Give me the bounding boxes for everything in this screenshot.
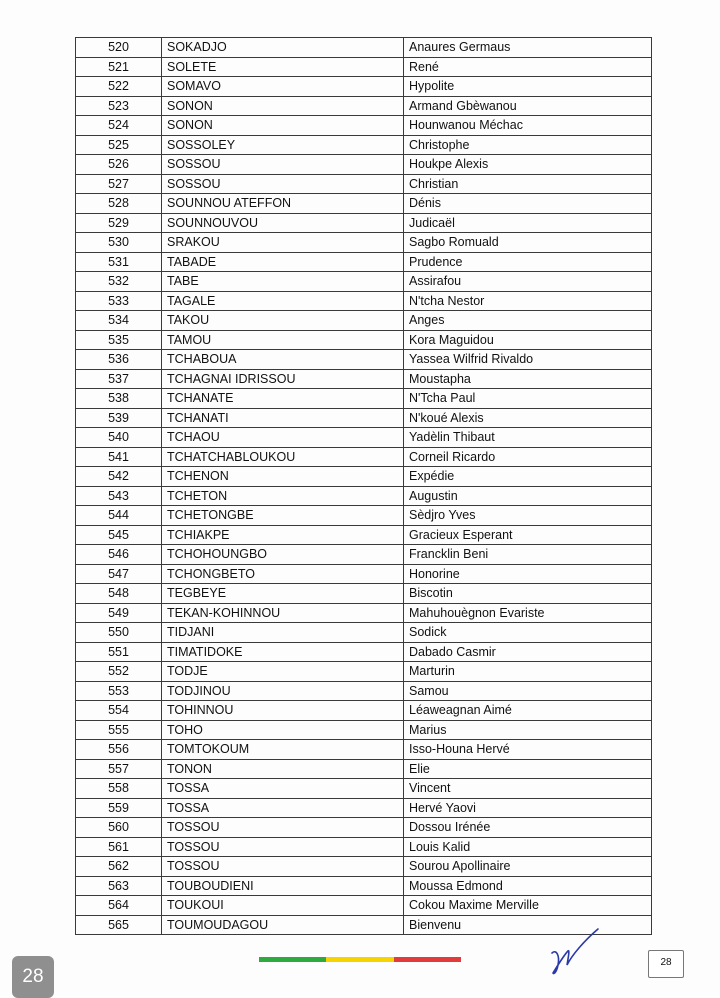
row-number-cell: 545 [76,525,162,545]
national-flag-stripe [259,957,461,962]
first-name-cell: Sagbo Romuald [404,233,652,253]
row-number-cell: 556 [76,740,162,760]
last-name-cell: TOSSOU [162,837,404,857]
last-name-cell: TOUBOUDIENI [162,876,404,896]
last-name-cell: TCHETONGBE [162,506,404,526]
last-name-cell: TOUMOUDAGOU [162,915,404,935]
first-name-cell: Assirafou [404,272,652,292]
table-row [76,642,652,662]
first-name-cell: Vincent [404,779,652,799]
row-number-cell: 541 [76,447,162,467]
first-name-cell: Expédie [404,467,652,487]
first-name-cell: Mahuhouègnon Evariste [404,603,652,623]
row-number-cell: 539 [76,408,162,428]
row-number-cell: 543 [76,486,162,506]
row-number-cell: 525 [76,135,162,155]
table-row [76,291,652,311]
last-name-cell: SONON [162,116,404,136]
row-number-cell: 563 [76,876,162,896]
last-name-cell: SOSSOU [162,155,404,175]
row-number-cell: 554 [76,701,162,721]
row-number-cell: 559 [76,798,162,818]
row-number-cell: 562 [76,857,162,877]
table-row [76,194,652,214]
table-row [76,545,652,565]
table-row [76,603,652,623]
table-row [76,857,652,877]
first-name-cell: Hervé Yaovi [404,798,652,818]
last-name-cell: TODJE [162,662,404,682]
last-name-cell: TOSSA [162,779,404,799]
last-name-cell: TCHONGBETO [162,564,404,584]
first-name-cell: Prudence [404,252,652,272]
last-name-cell: SOUNNOUVOU [162,213,404,233]
last-name-cell: TONON [162,759,404,779]
row-number-cell: 557 [76,759,162,779]
last-name-cell: TCHETON [162,486,404,506]
row-number-cell: 547 [76,564,162,584]
row-number-cell: 536 [76,350,162,370]
last-name-cell: SOMAVO [162,77,404,97]
first-name-cell: Armand Gbèwanou [404,96,652,116]
table-row [76,77,652,97]
table-row [76,174,652,194]
viewer-page-badge[interactable]: 28 [12,956,54,998]
table-row [76,584,652,604]
first-name-cell: Honorine [404,564,652,584]
first-name-cell: Samou [404,681,652,701]
last-name-cell: SOKADJO [162,38,404,58]
first-name-cell: Louis Kalid [404,837,652,857]
roster-table [75,37,652,935]
table-row [76,330,652,350]
table-row [76,876,652,896]
row-number-cell: 546 [76,545,162,565]
page-number: 28 [648,950,684,978]
first-name-cell: Léaweagnan Aimé [404,701,652,721]
row-number-cell: 551 [76,642,162,662]
first-name-cell: Hypolite [404,77,652,97]
table-row [76,233,652,253]
table-row [76,662,652,682]
table-row [76,369,652,389]
first-name-cell: Sèdjro Yves [404,506,652,526]
last-name-cell: TCHATCHABLOUKOU [162,447,404,467]
row-number-cell: 530 [76,233,162,253]
table-row [76,623,652,643]
last-name-cell: TOSSOU [162,818,404,838]
first-name-cell: Bienvenu [404,915,652,935]
first-name-cell: N'Tcha Paul [404,389,652,409]
last-name-cell: TIMATIDOKE [162,642,404,662]
last-name-cell: TOUKOUI [162,896,404,916]
row-number-cell: 531 [76,252,162,272]
last-name-cell: TCHAOU [162,428,404,448]
table-row [76,155,652,175]
last-name-cell: SRAKOU [162,233,404,253]
last-name-cell: TCHENON [162,467,404,487]
table-row [76,350,652,370]
table-row [76,116,652,136]
last-name-cell: TCHOHOUNGBO [162,545,404,565]
last-name-cell: TABADE [162,252,404,272]
row-number-cell: 524 [76,116,162,136]
last-name-cell: TCHANATE [162,389,404,409]
table-row [76,311,652,331]
last-name-cell: TEKAN-KOHINNOU [162,603,404,623]
last-name-cell: TCHANATI [162,408,404,428]
table-row [76,564,652,584]
row-number-cell: 527 [76,174,162,194]
row-number-cell: 526 [76,155,162,175]
row-number-cell: 544 [76,506,162,526]
row-number-cell: 537 [76,369,162,389]
row-number-cell: 555 [76,720,162,740]
first-name-cell: Biscotin [404,584,652,604]
row-number-cell: 561 [76,837,162,857]
last-name-cell: SOLETE [162,57,404,77]
table-row [76,798,652,818]
row-number-cell: 533 [76,291,162,311]
first-name-cell: Marturin [404,662,652,682]
row-number-cell: 528 [76,194,162,214]
flag-green-band [259,957,326,962]
table-row [76,701,652,721]
table-row [76,252,652,272]
table-row [76,720,652,740]
table-row [76,389,652,409]
first-name-cell: Augustin [404,486,652,506]
roster-table-body [76,38,652,935]
table-row [76,447,652,467]
last-name-cell: TOSSA [162,798,404,818]
row-number-cell: 535 [76,330,162,350]
last-name-cell: SOUNNOU ATEFFON [162,194,404,214]
table-row [76,96,652,116]
first-name-cell: Francklin Beni [404,545,652,565]
first-name-cell: Marius [404,720,652,740]
first-name-cell: Sodick [404,623,652,643]
last-name-cell: SOSSOLEY [162,135,404,155]
last-name-cell: TABE [162,272,404,292]
last-name-cell: TCHAGNAI IDRISSOU [162,369,404,389]
table-row [76,506,652,526]
row-number-cell: 552 [76,662,162,682]
row-number-cell: 550 [76,623,162,643]
first-name-cell: Yadèlin Thibaut [404,428,652,448]
last-name-cell: TAKOU [162,311,404,331]
table-row [76,213,652,233]
table-row [76,779,652,799]
last-name-cell: TODJINOU [162,681,404,701]
row-number-cell: 548 [76,584,162,604]
row-number-cell: 558 [76,779,162,799]
table-row [76,467,652,487]
table-row [76,818,652,838]
last-name-cell: TIDJANI [162,623,404,643]
first-name-cell: Houkpe Alexis [404,155,652,175]
row-number-cell: 523 [76,96,162,116]
flag-red-band [394,957,461,962]
table-row [76,428,652,448]
row-number-cell: 564 [76,896,162,916]
first-name-cell: Elie [404,759,652,779]
row-number-cell: 521 [76,57,162,77]
row-number-cell: 520 [76,38,162,58]
row-number-cell: 565 [76,915,162,935]
row-number-cell: 538 [76,389,162,409]
signature-mark [540,925,610,980]
row-number-cell: 553 [76,681,162,701]
first-name-cell: Anges [404,311,652,331]
last-name-cell: TOHO [162,720,404,740]
first-name-cell: Anaures Germaus [404,38,652,58]
first-name-cell: Cokou Maxime Merville [404,896,652,916]
row-number-cell: 529 [76,213,162,233]
first-name-cell: Yassea Wilfrid Rivaldo [404,350,652,370]
row-number-cell: 522 [76,77,162,97]
first-name-cell: Gracieux Esperant [404,525,652,545]
row-number-cell: 542 [76,467,162,487]
row-number-cell: 560 [76,818,162,838]
first-name-cell: Judicaël [404,213,652,233]
first-name-cell: René [404,57,652,77]
first-name-cell: N'tcha Nestor [404,291,652,311]
last-name-cell: TOSSOU [162,857,404,877]
first-name-cell: Corneil Ricardo [404,447,652,467]
last-name-cell: TCHABOUA [162,350,404,370]
first-name-cell: Christophe [404,135,652,155]
first-name-cell: Hounwanou Méchac [404,116,652,136]
table-row [76,525,652,545]
last-name-cell: SOSSOU [162,174,404,194]
first-name-cell: Isso-Houna Hervé [404,740,652,760]
flag-yellow-band [326,957,393,962]
first-name-cell: N'koué Alexis [404,408,652,428]
table-row [76,681,652,701]
first-name-cell: Moustapha [404,369,652,389]
table-row [76,408,652,428]
row-number-cell: 534 [76,311,162,331]
first-name-cell: Kora Maguidou [404,330,652,350]
table-row [76,740,652,760]
row-number-cell: 532 [76,272,162,292]
table-row [76,837,652,857]
last-name-cell: TAMOU [162,330,404,350]
table-row [76,57,652,77]
first-name-cell: Christian [404,174,652,194]
table-row [76,759,652,779]
first-name-cell: Sourou Apollinaire [404,857,652,877]
last-name-cell: TCHIAKPE [162,525,404,545]
last-name-cell: TEGBEYE [162,584,404,604]
last-name-cell: TAGALE [162,291,404,311]
first-name-cell: Moussa Edmond [404,876,652,896]
first-name-cell: Dossou Irénée [404,818,652,838]
table-row [76,272,652,292]
first-name-cell: Dabado Casmir [404,642,652,662]
first-name-cell: Dénis [404,194,652,214]
table-row [76,38,652,58]
table-row [76,896,652,916]
table-row [76,486,652,506]
row-number-cell: 540 [76,428,162,448]
row-number-cell: 549 [76,603,162,623]
last-name-cell: TOMTOKOUM [162,740,404,760]
table-row [76,135,652,155]
last-name-cell: SONON [162,96,404,116]
last-name-cell: TOHINNOU [162,701,404,721]
